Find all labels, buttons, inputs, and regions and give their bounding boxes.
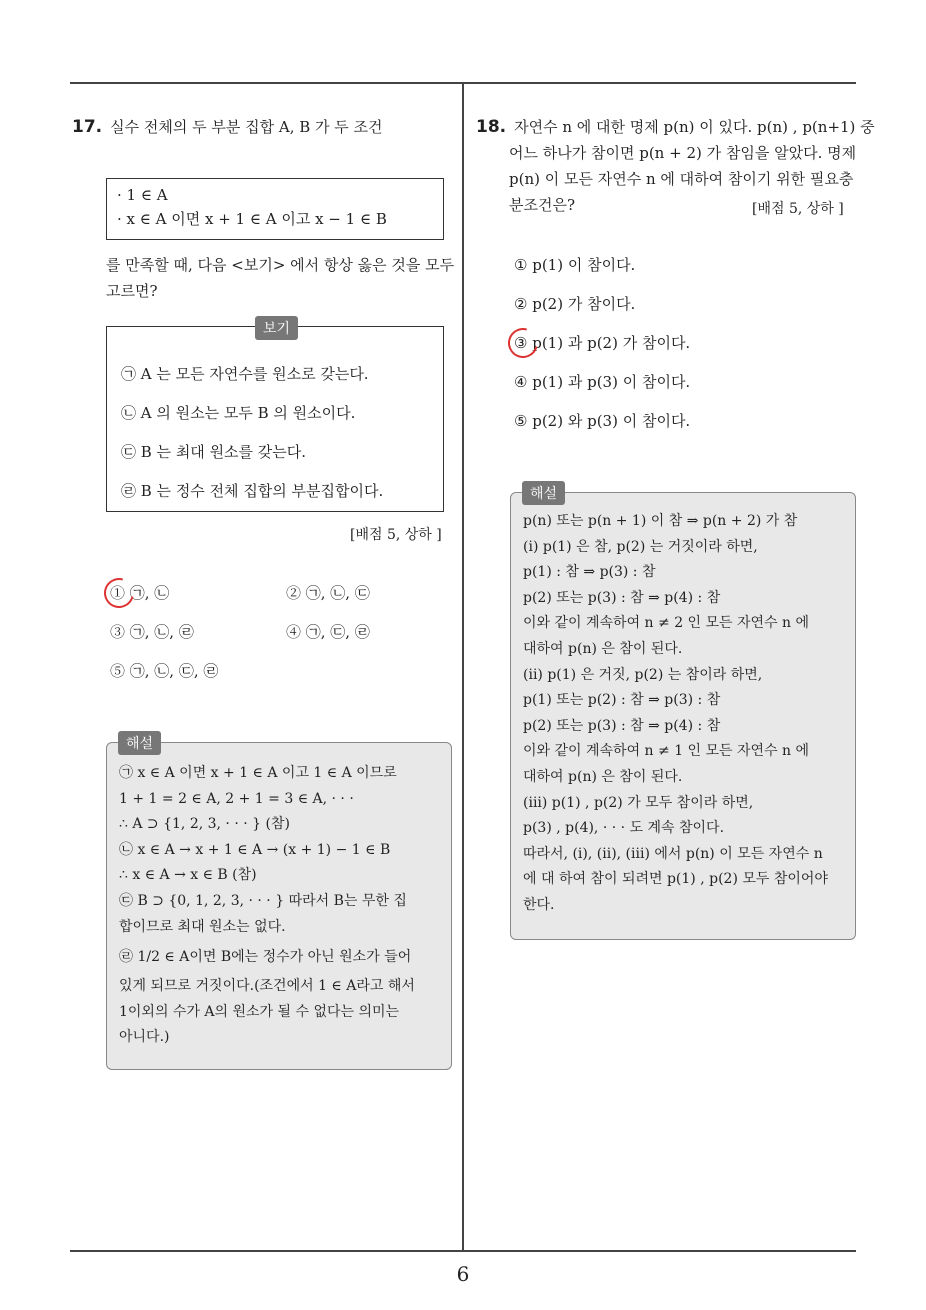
- q18-choice-4[interactable]: ④ p(1) 과 p(3) 이 참이다.: [514, 373, 691, 391]
- q17-conditions-box: [106, 178, 444, 240]
- q18-stem-line1: 18. 자연수 n 에 대한 명제 p(n) 이 있다. p(n) , p(n+1) 중: [476, 117, 875, 137]
- q17-condition-2: · x ∈ A 이면 x + 1 ∈ A 이고 x − 1 ∈ B: [117, 210, 387, 228]
- q18-sol-line-4: p(2) 또는 p(3) : 참 ⇒ p(4) : 참: [523, 589, 721, 606]
- q17-stem-line2: 를 만족할 때, 다음 <보기> 에서 항상 옳은 것을 모두: [106, 256, 455, 274]
- q18-sol-line-5: 이와 같이 계속하여 n ≠ 2 인 모든 자연수 n 에: [523, 615, 810, 632]
- q17-choice-2[interactable]: ② ㉠, ㉡, ㉢: [286, 584, 370, 602]
- q17-choice-4[interactable]: ④ ㉠, ㉢, ㉣: [286, 623, 370, 641]
- q18-sol-line-12: (iii) p(1) , p(2) 가 모두 참이라 하면,: [523, 794, 754, 811]
- q17-solution-label: 해설: [118, 731, 161, 755]
- q17-bogi-label: 보기: [255, 316, 298, 340]
- q17-condition-1: · 1 ∈ A: [117, 186, 168, 204]
- question-17: [72, 114, 383, 140]
- q17-sol-line-2: 1 + 1 = 2 ∈ A, 2 + 1 = 3 ∈ A, · · ·: [119, 790, 354, 807]
- q18-sol-line-16: 한다.: [523, 896, 555, 913]
- q17-sol-line-5: ∴ x ∈ A → x ∈ B (참): [119, 867, 257, 884]
- q17-stem-cont: [106, 252, 454, 304]
- bottom-rule: [70, 1250, 856, 1252]
- q18-sol-line-13: p(3) , p(4), · · · 도 계속 참이다.: [523, 820, 725, 837]
- q18-number: 18.: [476, 117, 507, 137]
- q18-sol-line-7: (ii) p(1) 은 거짓, p(2) 는 참이라 하면,: [523, 666, 763, 683]
- q18-choice-3[interactable]: ③ p(1) 과 p(2) 가 참이다.: [514, 334, 691, 352]
- q17-sol-line-9: 있게 되므로 거짓이다.(조건에서 1 ∈ A라고 해서: [119, 978, 415, 995]
- q17-sol-line-1: ㉠ x ∈ A 이면 x + 1 ∈ A 이고 1 ∈ A 이므로: [119, 765, 397, 781]
- q18-score: [배점 5, 상하 ]: [752, 201, 844, 217]
- page-number: 6: [456, 1262, 470, 1286]
- q17-solution-box: [106, 742, 452, 1070]
- q17-score: [배점 5, 상하 ]: [350, 527, 442, 543]
- q18-sol-line-14: 따라서, (i), (ii), (iii) 에서 p(n) 이 모든 자연수 n: [523, 845, 823, 862]
- q18-stem-line2: 어느 하나가 참이면 p(n + 2) 가 참임을 알았다. 명제: [509, 144, 857, 162]
- q17-stem-line3: 고르면?: [106, 282, 158, 300]
- q17-stem-line1: 17. 실수 전체의 두 부분 집합 A, B 가 두 조건: [72, 117, 383, 137]
- q18-solution-label: 해설: [522, 481, 565, 505]
- q18-choice-2[interactable]: ② p(2) 가 참이다.: [514, 295, 636, 313]
- q17-choice-3[interactable]: ③ ㉠, ㉡, ㉣: [110, 623, 194, 641]
- q18-stem-line3: p(n) 이 모든 자연수 n 에 대하여 참이기 위한 필요충: [509, 170, 854, 188]
- q17-sol-line-6: ㉢ B ⊃ {0, 1, 2, 3, · · · } 따라서 B는 무한 집: [119, 892, 407, 909]
- q18-stem-line4: 분조건은?: [509, 196, 576, 214]
- q18-sol-line-1: p(n) 또는 p(n + 1) 이 참 ⇒ p(n + 2) 가 참: [523, 513, 798, 529]
- column-divider: [462, 82, 464, 1250]
- q17-sol-line-10: 1이외의 수가 A의 원소가 될 수 없다는 의미는: [119, 1003, 400, 1020]
- q18-sol-line-10: 이와 같이 계속하여 n ≠ 1 인 모든 자연수 n 에: [523, 743, 810, 760]
- q17-choice-1[interactable]: ① ㉠, ㉡: [110, 584, 170, 602]
- q17-answer-mark: [99, 573, 140, 614]
- q17-bogi-item-2: ㉡ A 의 원소는 모두 B 의 원소이다.: [121, 404, 356, 422]
- q17-sol-line-7: 합이므로 최대 원소는 없다.: [119, 918, 286, 935]
- q18-sol-line-9: p(2) 또는 p(3) : 참 ⇒ p(4) : 참: [523, 717, 721, 734]
- q17-bogi-item-1: ㉠ A 는 모든 자연수를 원소로 갖는다.: [121, 365, 369, 383]
- q17-choice-5[interactable]: ⑤ ㉠, ㉡, ㉢, ㉣: [110, 662, 219, 680]
- q18-sol-line-15: 에 대 하여 참이 되려면 p(1) , p(2) 모두 참이어야: [523, 871, 828, 888]
- q18-choice-1[interactable]: ① p(1) 이 참이다.: [514, 256, 636, 274]
- q17-bogi-box: [106, 326, 444, 512]
- q17-sol-line-11: 아니다.): [119, 1029, 170, 1046]
- q17-sol-line-3: ∴ A ⊃ {1, 2, 3, · · · } (참): [119, 816, 290, 833]
- q18-answer-mark: [503, 323, 544, 364]
- q17-number: 17.: [72, 117, 103, 137]
- q18-sol-line-6: 대하여 p(n) 은 참이 된다.: [523, 640, 683, 657]
- q17-sol-line-8: ㉣ 1/2 ∈ A이면 B에는 정수가 아닌 원소가 들어: [119, 949, 412, 966]
- q18-solution-box: [510, 492, 856, 940]
- q18-sol-line-2: (i) p(1) 은 참, p(2) 는 거짓이라 하면,: [523, 538, 758, 555]
- q18-sol-line-11: 대하여 p(n) 은 참이 된다.: [523, 768, 683, 785]
- q18-choice-5[interactable]: ⑤ p(2) 와 p(3) 이 참이다.: [514, 412, 691, 430]
- q18-sol-line-8: p(1) 또는 p(2) : 참 ⇒ p(3) : 참: [523, 692, 721, 709]
- q17-bogi-item-3: ㉢ B 는 최대 원소를 갖는다.: [121, 443, 307, 461]
- q17-sol-line-4: ㉡ x ∈ A → x + 1 ∈ A → (x + 1) − 1 ∈ B: [119, 841, 391, 858]
- q18-sol-line-3: p(1) : 참 ⇒ p(3) : 참: [523, 564, 656, 581]
- q17-bogi-item-4: ㉣ B 는 정수 전체 집합의 부분집합이다.: [121, 482, 384, 500]
